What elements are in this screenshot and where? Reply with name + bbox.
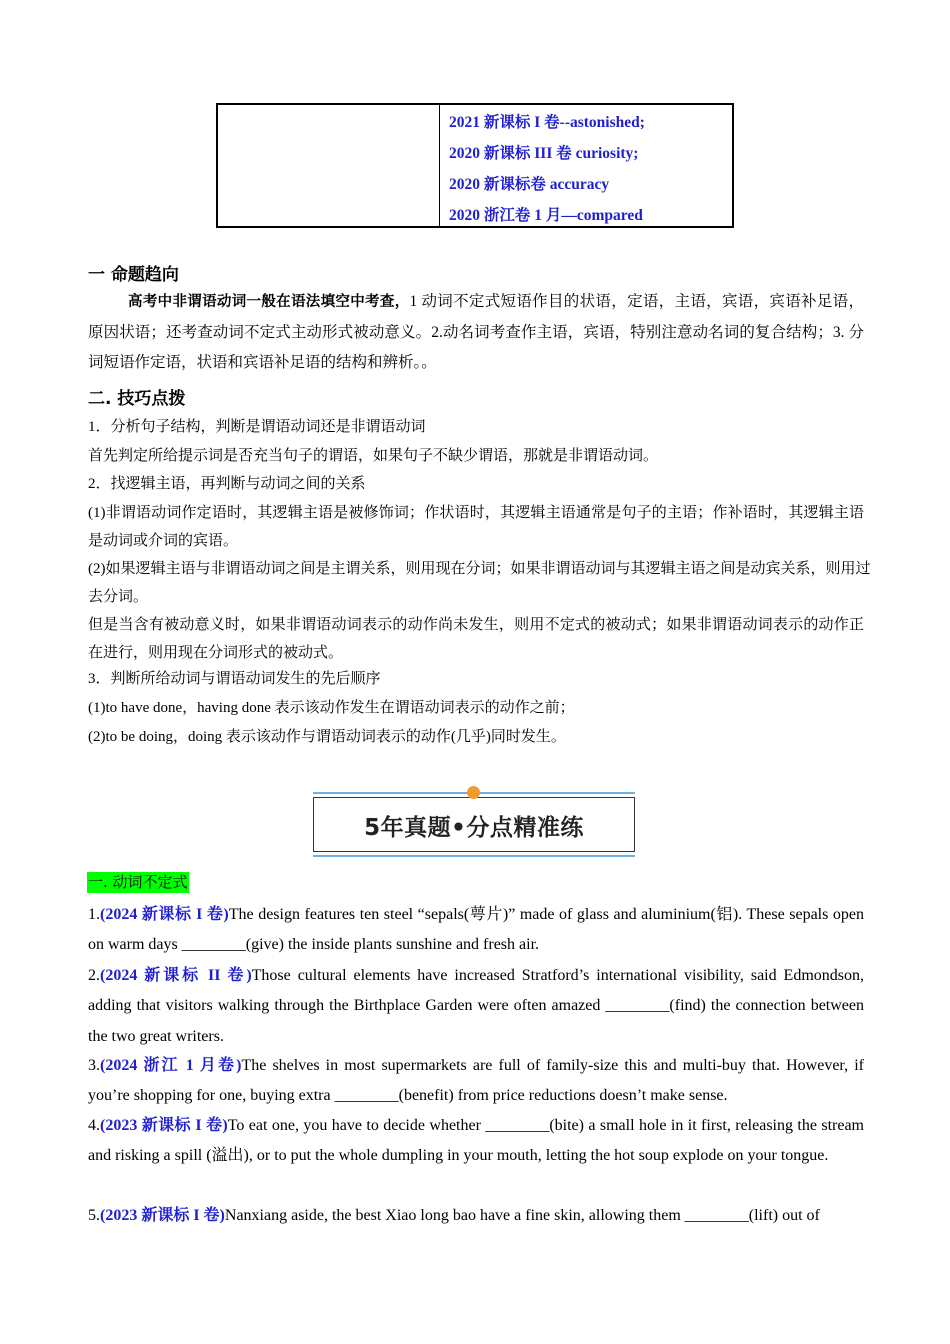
tip-line: (1)to have done，having done 表示该动作发生在谓语动词表示的动作之前； [88,700,575,716]
trend-body: 1 动词不定式短语作目的状语，定语，主语，宾语，宾语补足语，原因状语；还考查动词不定式主动形式被动意义。2.动名词考查作主语，宾语，特别注意动名词的复合结构；3. 分词短语作定语，状语和宾语补足语的结构和辨析。。 [88,293,864,371]
question-source: (2023 新课标 I 卷) [100,1207,225,1224]
practice-banner [313,792,635,857]
question-item [88,961,864,1052]
reference-line: 2020 新课标 III 卷 curiosity; [449,145,639,162]
reference-line: 2020 浙江卷 1 月—compared [449,207,643,224]
question-source: (2024 新课标 II 卷) [100,967,252,984]
question-source: (2023 新课标 I 卷) [100,1117,228,1134]
orange-dot-icon [467,786,480,799]
question-number: 2. [88,967,100,984]
question-text: The shelves in most supermarkets are full of family-size this and multi-buy that. However, if you’re shopping for one, buying extra ________(benefit) from price reductions doesn’t make sense. [88,1057,864,1105]
reference-line: 2020 新课标卷 accuracy [449,176,610,193]
reference-table [216,103,734,228]
question-number: 5. [88,1207,100,1224]
question-text: Those cultural elements have increased Stratford’s international visibility, said Edmondson, adding that visitors walking through the Birthplace Garden were often amazed ________(find) the connection between the two great writers. [88,967,864,1045]
trend-paragraph [88,287,864,379]
section-heading-trend: 一 命题趋向 [88,265,179,285]
practice-section-label: 一. 动词不定式 [88,873,188,891]
banner-border [313,851,635,852]
table-cell-empty [218,105,440,226]
question-number: 1. [88,906,100,923]
question-text: To eat one, you have to decide whether ________(bite) a small hole in it first, releasing the stream and risking a spill (溢出), or to put the whole dumpling in your mouth, letting the hot soup explode on your tongue. [88,1117,864,1165]
question-text: The design features ten steel “sepals(萼片)” made of glass and aluminium(铝). These sepals open on warm days ________(give) the inside plants sunshine and fresh air. [88,906,864,954]
tip-line: 3．判断所给动词与谓语动词发生的先后顺序 [88,671,381,687]
question-item [88,1051,864,1112]
question-number: 3. [88,1057,100,1074]
tip-line: (2)to be doing，doing 表示该动作与谓语动词表示的动作(几乎)同时发生。 [88,729,566,745]
question-item [88,1201,864,1231]
tip-line: 但是当含有被动意义时，如果非谓语动词表示的动作尚未发生，则用不定式的被动式；如果非谓语动词表示的动作正在进行，则用现在分词形式的被动式。 [88,617,864,661]
tip-line: (1)非谓语动词作定语时，其逻辑主语是被修饰词；作状语时，其逻辑主语通常是句子的主语；作补语时，其逻辑主语是动词或介词的宾语。 [88,505,864,549]
section-heading-tips: 二. 技巧点拨 [88,389,186,409]
table-cell-references [440,105,732,226]
tip-line: (2)如果逻辑主语与非谓语动词之间是主谓关系，则用现在分词；如果非谓语动词与其逻辑主语之间是动宾关系，则用过去分词。 [88,561,871,605]
question-item [88,1111,864,1172]
tip-line: 首先判定所给提示词是否充当句子的谓语，如果句子不缺少谓语，那就是非谓语动词。 [88,448,659,464]
question-number: 4. [88,1117,100,1134]
question-text: Nanxiang aside, the best Xiao long bao have a fine skin, allowing them ________(lift) out of [224,1207,820,1224]
tip-line: 2．找逻辑主语，再判断与动词之间的关系 [88,476,366,492]
reference-line: 2021 新课标 I 卷--astonished; [449,114,645,131]
banner-title: 5年真题•分点精准练 [364,815,584,841]
banner-border [313,855,635,857]
question-source: (2024 浙江 1 月卷) [100,1057,242,1074]
tip-line: 1．分析句子结构，判断是谓语动词还是非谓语动词 [88,419,426,435]
trend-lead: 高考中非谓语动词一般在语法填空中考查， [128,294,410,310]
question-source: (2024 新课标 I 卷) [100,906,229,923]
question-item [88,900,864,961]
